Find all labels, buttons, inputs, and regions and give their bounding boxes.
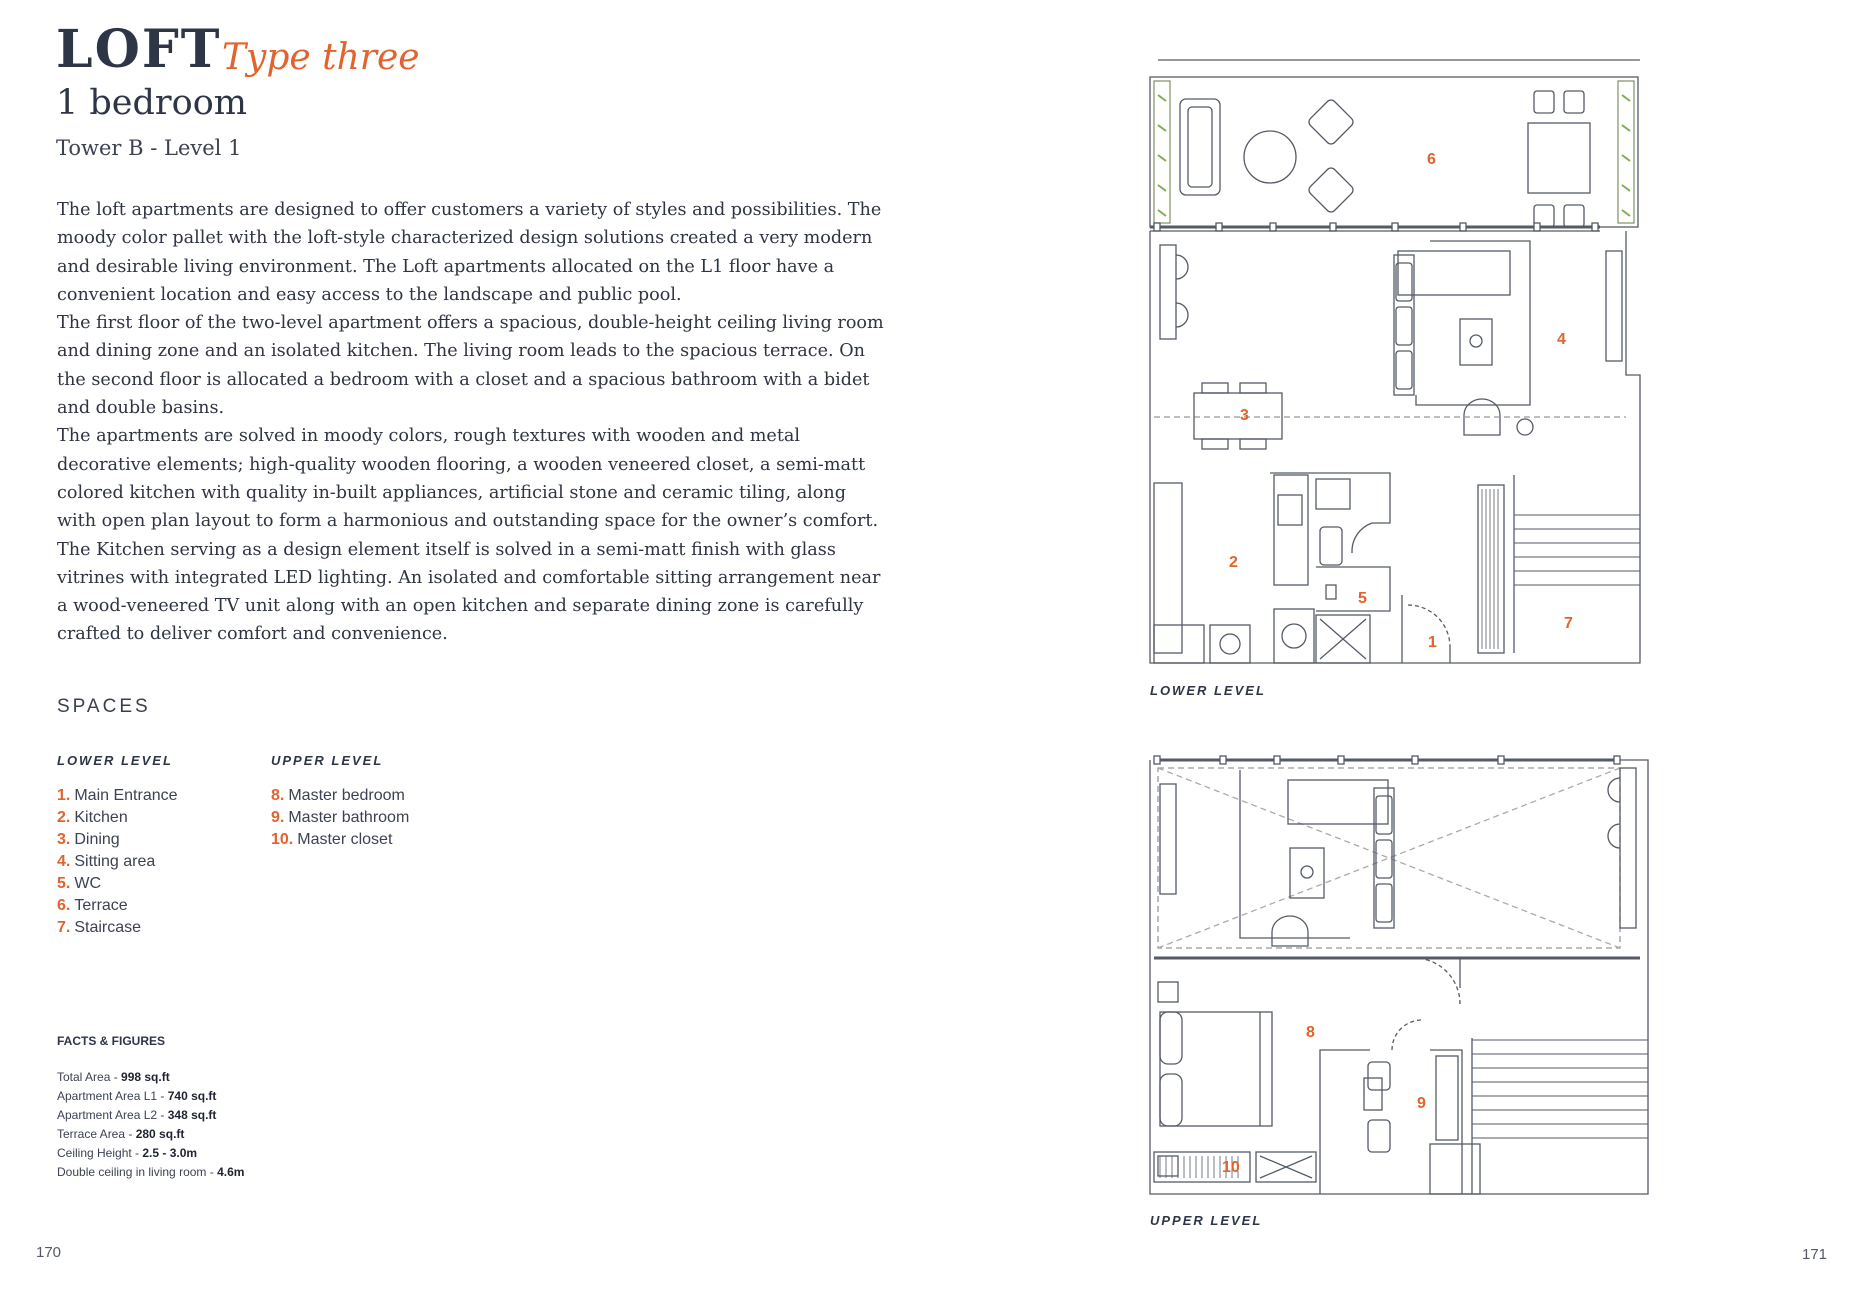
fact-label: Terrace Area - <box>57 1127 136 1141</box>
facts-list <box>57 1068 244 1182</box>
list-item <box>271 807 409 829</box>
bedroom-count: 1 bedroom <box>56 83 247 123</box>
list-item <box>57 895 178 917</box>
space-label: WC <box>74 875 101 892</box>
space-number: 6. <box>57 897 71 914</box>
space-number: 7. <box>57 919 71 936</box>
space-label: Main Entrance <box>74 787 178 804</box>
fact-value: 2.5 - 3.0m <box>142 1146 198 1160</box>
fact-value: 348 sq.ft <box>167 1108 217 1122</box>
room-number-2: 2 <box>1229 554 1238 571</box>
space-number: 10. <box>271 831 294 848</box>
apartment-type: Type three <box>222 37 420 78</box>
fact-value: 4.6m <box>217 1165 245 1179</box>
fact-value: 998 sq.ft <box>121 1070 170 1084</box>
fact-value: 740 sq.ft <box>167 1089 217 1103</box>
room-number-4: 4 <box>1557 331 1566 348</box>
spaces-heading: SPACES <box>57 696 151 717</box>
space-label: Dining <box>74 831 120 848</box>
fact-label: Apartment Area L2 - <box>57 1108 168 1122</box>
space-number: 9. <box>271 809 285 826</box>
space-number: 3. <box>57 831 71 848</box>
space-label: Kitchen <box>74 809 128 826</box>
space-label: Terrace <box>74 897 128 914</box>
space-label: Master bathroom <box>288 809 410 826</box>
description-paragraph: The first floor of the two-level apartment offers a spacious, double-height ceiling living room and dining zone and an isolated kitchen. The living room leads to the spacious terrace. On the second floor is allocated a bedroom with a closet and a spacious bathroom with a bidet and double basins. <box>57 313 884 419</box>
space-number: 4. <box>57 853 71 870</box>
room-number-1: 1 <box>1428 634 1437 651</box>
page-number-right: 171 <box>1802 1246 1828 1263</box>
fact-row <box>57 1144 244 1163</box>
space-number: 2. <box>57 809 71 826</box>
space-label: Staircase <box>74 919 142 936</box>
upper-level-floor-plan <box>1140 748 1660 1208</box>
fact-label: Ceiling Height - <box>57 1146 143 1160</box>
description-paragraph: The loft apartments are designed to offer customers a variety of styles and possibilities. The moody color pallet with the loft-style characterized design solutions created a very modern and desirable living environment. The Loft apartments allocated on the L1 floor have a convenient location and easy access to the landscape and public pool. <box>57 200 882 305</box>
list-item <box>57 785 178 807</box>
list-item <box>271 785 409 807</box>
tower-level: Tower B - Level 1 <box>56 136 242 160</box>
room-number-5: 5 <box>1358 590 1367 607</box>
room-number-10: 10 <box>1222 1159 1240 1176</box>
fact-row <box>57 1163 244 1182</box>
fact-label: Apartment Area L1 - <box>57 1089 168 1103</box>
list-item <box>57 829 178 851</box>
page-number-left: 170 <box>36 1244 62 1261</box>
list-item <box>57 873 178 895</box>
fact-row <box>57 1106 244 1125</box>
space-number: 5. <box>57 875 71 892</box>
space-number: 8. <box>271 787 285 804</box>
list-item <box>57 851 178 873</box>
page-title: LOFT <box>56 19 222 80</box>
space-label: Master closet <box>297 831 393 848</box>
fact-row <box>57 1068 244 1087</box>
lower-level-spaces <box>57 785 178 939</box>
room-number-3: 3 <box>1240 407 1249 424</box>
room-number-8: 8 <box>1306 1024 1315 1041</box>
space-number: 1. <box>57 787 71 804</box>
lower-level-plan-label: LOWER LEVEL <box>1150 683 1266 698</box>
upper-level-plan-label: UPPER LEVEL <box>1150 1213 1263 1228</box>
space-label: Sitting area <box>74 853 156 870</box>
fact-row <box>57 1125 244 1144</box>
facts-heading: FACTS & FIGURES <box>57 1034 166 1048</box>
fact-row <box>57 1087 244 1106</box>
list-item <box>57 807 178 829</box>
space-label: Master bedroom <box>288 787 405 804</box>
room-number-9: 9 <box>1417 1095 1426 1112</box>
list-item <box>271 829 409 851</box>
description-paragraph: The apartments are solved in moody colors, rough textures with wooden and metal decorative elements; high-quality wooden flooring, a wooden veneered closet, a semi-matt colored kitchen with quality in-built appliances, artificial stone and ceramic tiling, along with open plan layout to form a harmonious and outstanding space for the owner’s comfort. The Kitchen serving as a design element itself is solved in a semi-matt finish with glass vitrines with integrated LED lighting. An isolated and comfortable sitting arrangement near a wood-veneered TV unit along with an open kitchen and separate dining zone is carefully crafted to deliver comfort and convenience. <box>57 426 881 645</box>
room-number-6: 6 <box>1427 151 1436 168</box>
upper-level-heading: UPPER LEVEL <box>271 753 384 768</box>
lower-level-floor-plan <box>1140 55 1660 675</box>
room-number-7: 7 <box>1564 615 1573 632</box>
fact-label: Total Area - <box>57 1070 122 1084</box>
list-item <box>57 917 178 939</box>
lower-level-heading: LOWER LEVEL <box>57 753 173 768</box>
description <box>57 196 887 649</box>
upper-level-spaces <box>271 785 409 851</box>
fact-label: Double ceiling in living room - <box>57 1165 218 1179</box>
fact-value: 280 sq.ft <box>135 1127 185 1141</box>
